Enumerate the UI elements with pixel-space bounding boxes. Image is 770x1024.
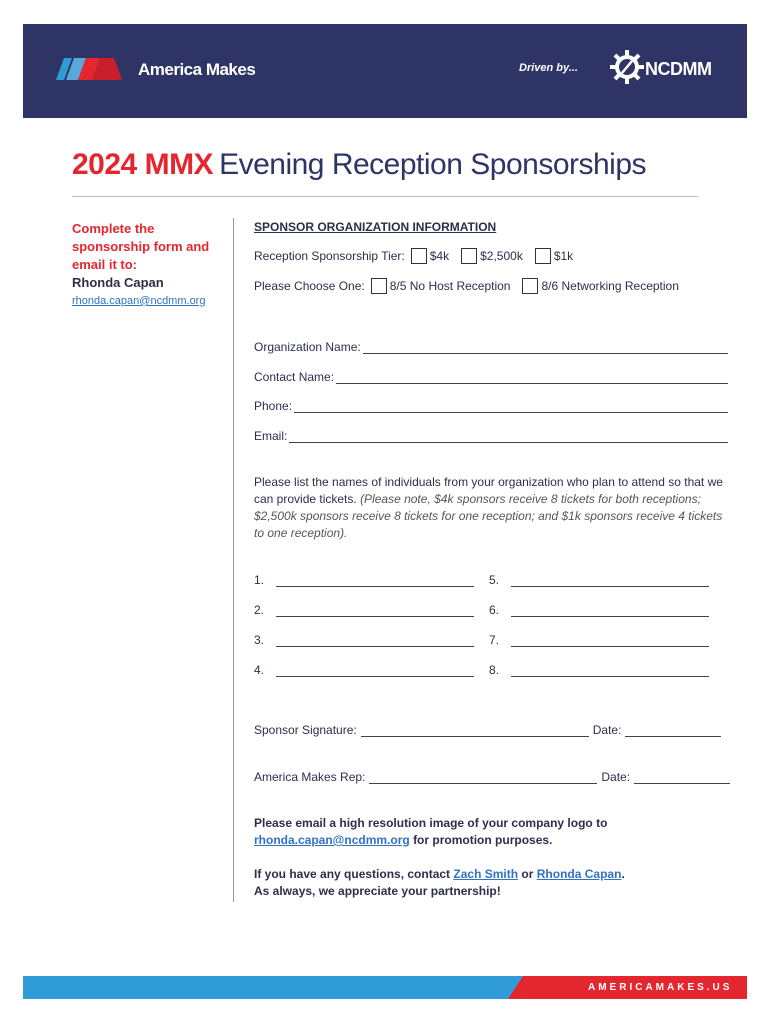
rep-date-line[interactable]: [634, 773, 730, 784]
organization-name-field[interactable]: [254, 340, 728, 354]
zach-smith-link[interactable]: Zach Smith: [453, 867, 519, 881]
rep-date-label: Date:: [601, 770, 631, 784]
tier-2500k-checkbox[interactable]: [461, 248, 477, 264]
column-divider: [233, 218, 234, 902]
phone-line[interactable]: [294, 402, 728, 413]
name-number: 3.: [254, 633, 265, 647]
sidebar-contact-name: Rhonda Capan: [72, 275, 164, 290]
name-line[interactable]: [511, 636, 709, 647]
names-row-1: [254, 573, 724, 587]
contact-name-line[interactable]: [336, 373, 728, 384]
or-text: or: [521, 867, 534, 881]
driven-by-text: Driven by...: [519, 62, 578, 74]
email-field[interactable]: [254, 429, 728, 443]
rep-row: [254, 770, 734, 784]
name-line[interactable]: [511, 576, 709, 587]
name-line[interactable]: [511, 606, 709, 617]
closing-text: As always, we appreciate your partnership!: [254, 884, 501, 898]
sidebar-contact: [72, 220, 222, 307]
page-title: [72, 148, 646, 182]
footer-bar-accent: [23, 976, 523, 999]
reception-8-5-label: 8/5 No Host Reception: [389, 279, 511, 293]
name-line[interactable]: [276, 666, 474, 677]
tier-4k-label: $4k: [429, 249, 450, 263]
signature-date-line[interactable]: [625, 726, 721, 737]
questions-end: .: [621, 867, 625, 881]
logo-request: [254, 815, 724, 849]
names-row-3: [254, 633, 724, 647]
reception-8-5-checkbox[interactable]: [371, 278, 387, 294]
signature-line[interactable]: [361, 726, 589, 737]
rhonda-capan-link[interactable]: Rhonda Capan: [536, 867, 622, 881]
email-line[interactable]: [289, 432, 728, 443]
signature-date-label: Date:: [592, 723, 622, 737]
logo-request-post: for promotion purposes.: [413, 833, 553, 847]
reception-row: [254, 278, 679, 294]
name-line[interactable]: [276, 606, 474, 617]
america-makes-logo-icon: [56, 58, 126, 80]
brand-name: America Makes: [138, 60, 256, 79]
names-row-2: [254, 603, 724, 617]
title-rest: Evening Reception Sponsorships: [219, 148, 647, 181]
tier-1k-checkbox[interactable]: [535, 248, 551, 264]
email-label: Email:: [254, 429, 288, 443]
signature-row: [254, 723, 734, 737]
sidebar-instruction: Complete the sponsorship form and email it to:: [72, 221, 210, 272]
organization-name-label: Organization Name:: [254, 340, 361, 354]
tier-row: [254, 248, 573, 264]
tier-2500k-label: $2,500k: [480, 249, 523, 263]
name-number: 7.: [489, 633, 500, 647]
name-number: 1.: [254, 573, 265, 587]
questions-text: If you have any questions, contact: [254, 867, 451, 881]
sidebar-email-link[interactable]: rhonda.capan@ncdmm.org: [72, 295, 206, 307]
questions-block: [254, 866, 724, 900]
signature-label: Sponsor Signature:: [254, 723, 357, 737]
name-line[interactable]: [276, 636, 474, 647]
name-number: 6.: [489, 603, 500, 617]
name-line[interactable]: [511, 666, 709, 677]
header-banner: [23, 24, 747, 118]
name-number: 5.: [489, 573, 500, 587]
gear-icon: [609, 49, 645, 85]
reception-8-6-checkbox[interactable]: [522, 278, 538, 294]
names-row-4: [254, 663, 724, 677]
reception-8-6-label: 8/6 Networking Reception: [541, 279, 679, 293]
tier-4k-checkbox[interactable]: [411, 248, 427, 264]
title-highlight: 2024 MMX: [72, 148, 214, 181]
footer-url[interactable]: AMERICAMAKES.US: [588, 982, 733, 993]
contact-name-label: Contact Name:: [254, 370, 335, 384]
partner-name: NCDMM: [645, 59, 712, 79]
name-number: 8.: [489, 663, 500, 677]
name-number: 4.: [254, 663, 265, 677]
phone-field[interactable]: [254, 399, 728, 413]
choose-label: Please Choose One:: [254, 279, 365, 293]
logo-request-email-link[interactable]: rhonda.capan@ncdmm.org: [254, 833, 410, 847]
name-number: 2.: [254, 603, 265, 617]
tier-label: Reception Sponsorship Tier:: [254, 249, 405, 263]
title-divider: [72, 196, 698, 197]
tier-1k-label: $1k: [553, 249, 574, 263]
contact-name-field[interactable]: [254, 370, 728, 384]
logo-request-text: Please email a high resolution image of your company logo to: [254, 816, 608, 830]
rep-label: America Makes Rep:: [254, 770, 366, 784]
name-line[interactable]: [276, 576, 474, 587]
phone-label: Phone:: [254, 399, 293, 413]
organization-name-line[interactable]: [363, 343, 728, 354]
names-intro: Please list the names of individuals from your organization who plan to attend so that we can provide tickets.: [254, 475, 723, 506]
section-heading: SPONSOR ORGANIZATION INFORMATION: [254, 220, 497, 234]
names-note: (Please note, $4k sponsors receive 8 tickets for both receptions; $2,500k sponsors receive 8 tickets for one reception; and $1k sponsors receive 4 tickets to one reception).: [254, 492, 723, 540]
names-instructions: [254, 474, 724, 542]
rep-line[interactable]: [369, 773, 597, 784]
